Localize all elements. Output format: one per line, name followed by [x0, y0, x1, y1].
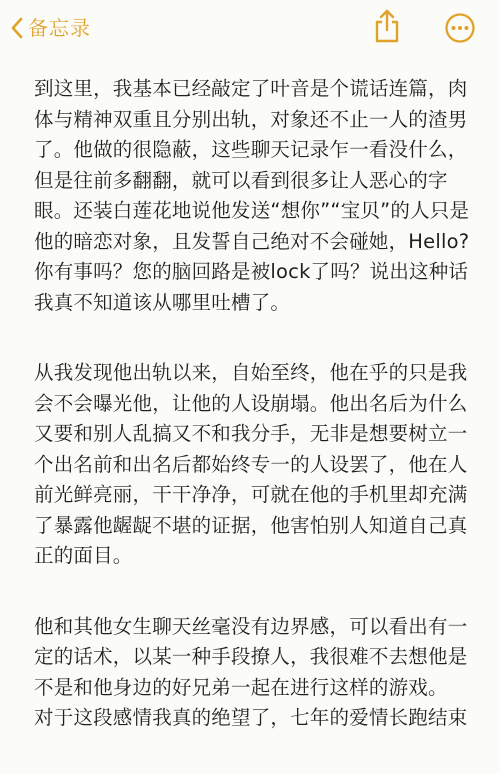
note-line: 了。他做的很隐蔽，这些聊天记录乍一看没什么， — [34, 138, 468, 161]
note-line: 个出名前和出名后都始终专一的人设罢了，他在人 — [34, 452, 468, 476]
note-line: 到这里，我基本已经敲定了叶音是个谎话连篇，肉 — [34, 77, 468, 100]
note-line: 又要和别人乱搞又不和我分手，无非是想要树立一 — [34, 422, 468, 445]
note-line: 会不会曝光他，让他的人设崩塌。他出名后为什么 — [34, 391, 468, 415]
note-line: 从我发现他出轨以来，自始至终，他在乎的只是我 — [34, 361, 468, 384]
note-line: 定的话术，以某一种手段撩人，我很难不去想他是 — [34, 645, 468, 668]
note-line: 我真不知道该从哪里吐槽了。 — [34, 290, 291, 314]
note-paragraph — [34, 612, 480, 734]
note-line: 不是和他身边的好兄弟一起在进行这样的游戏。 — [34, 675, 448, 699]
note-line: 眼。还装白莲花地说他发送“想你”“宝贝”的人只是 — [34, 199, 470, 222]
note-paragraph — [34, 74, 480, 318]
chevron-left-icon — [10, 16, 24, 40]
more-button[interactable] — [444, 12, 476, 44]
note-line: 体与精神双重且分别出轨，对象还不止一人的渣男 — [34, 107, 468, 131]
more-ellipsis-icon — [444, 29, 476, 48]
note-paragraph — [34, 358, 480, 572]
share-icon — [373, 29, 401, 48]
note-line: 了暴露他龌龊不堪的证据，他害怕别人知道自己真 — [34, 513, 468, 537]
note-line: 他的暗恋对象，且发誓自己绝对不会碰她，Hello? — [34, 229, 470, 253]
note-body[interactable] — [34, 74, 480, 774]
back-label: 备忘录 — [28, 16, 91, 40]
note-line: 正的面目。 — [34, 544, 133, 567]
navigation-bar — [0, 0, 500, 56]
note-line: 但是往前多翻翻，就可以看到很多让人恶心的字 — [34, 168, 448, 192]
note-line: 他和其他女生聊天丝毫没有边界感，可以看出有一 — [34, 614, 468, 638]
note-line: 前光鲜亮丽，干干净净，可就在他的手机里却充满 — [34, 483, 468, 506]
back-button[interactable] — [10, 13, 91, 43]
share-button[interactable] — [373, 8, 401, 44]
note-line: 对于这段感情我真的绝望了，七年的爱情长跑结束 — [34, 706, 468, 729]
note-line: 你有事吗？您的脑回路是被lock了吗？说出这种话 — [34, 260, 469, 283]
